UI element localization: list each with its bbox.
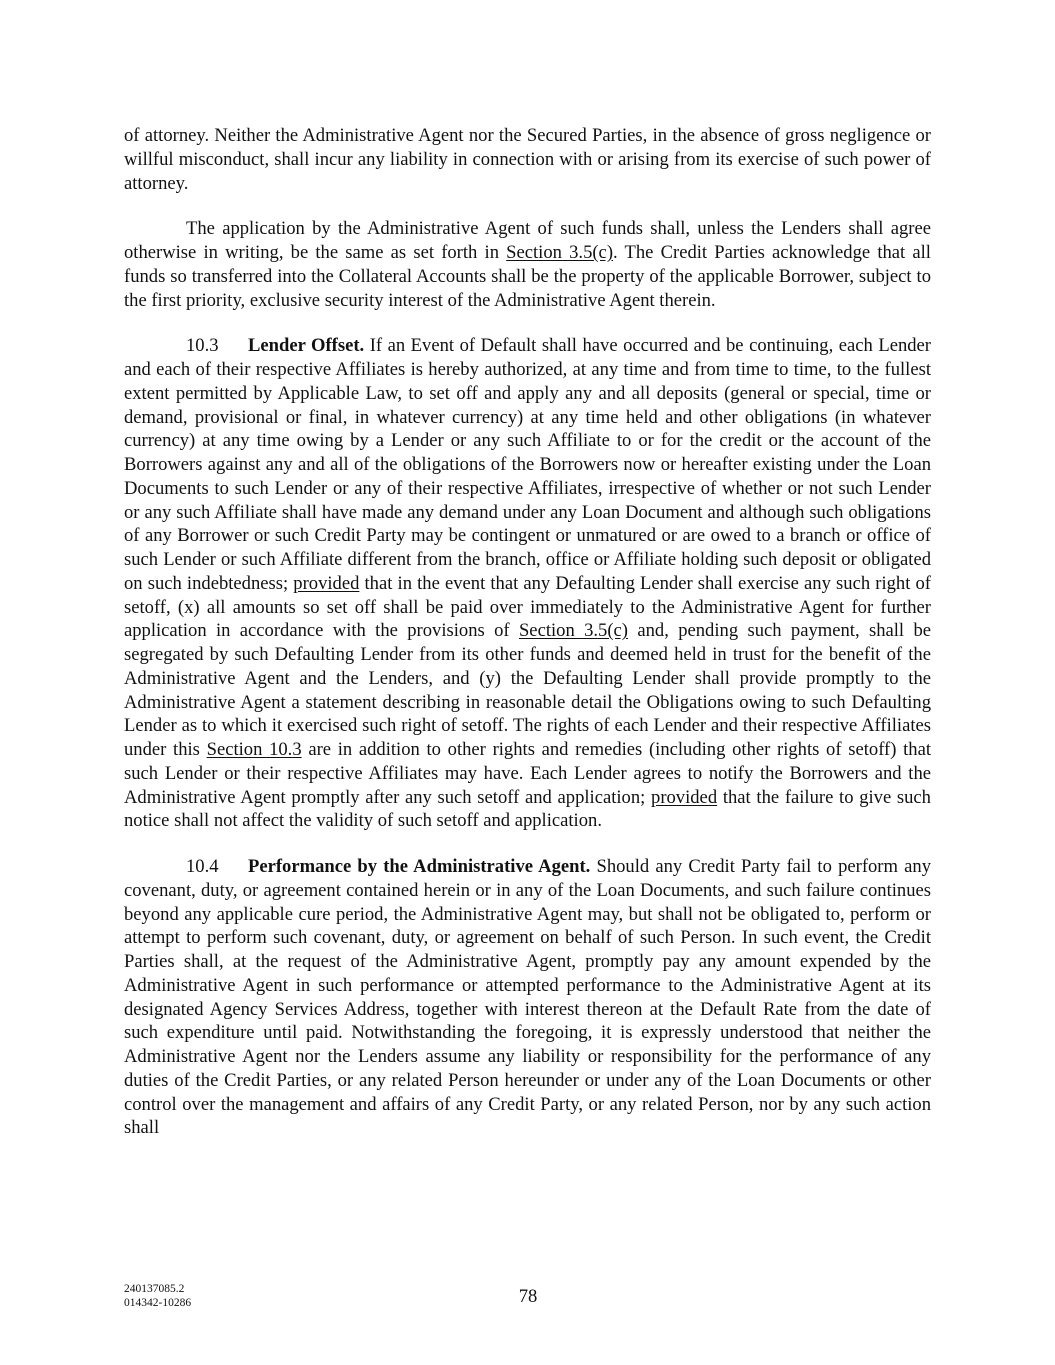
section-number: 10.3 [186,335,219,357]
section-number: 10.4 [186,856,219,877]
section-text-part: and, pending such payment, shall be segregated by such Defaulting Lender from its other funds and deemed held in trust for the benefit of the Administrative Agent and the Lenders, and (y) the Defaulting Lender shall provide promptly to the Administrative Agent a statement describing in reasonable detail the Obligations owing to such Defaulting Lender as to which it exercised such right of setoff. The rights of each Lender and their respective Affiliates under this [124,620,931,760]
document-id-line: 240137085.2 [124,1283,185,1295]
section-heading: Lender Offset. [248,335,365,357]
paragraph-application-of-funds [124,217,931,312]
document-id-line: 014342-10286 [124,1296,192,1309]
document-body [124,124,931,1162]
provided-term: provided [293,572,360,594]
section-text-part: are in addition to other rights and remedies (including other rights of setoff) that such Lender or their respective Affiliates may have. Each Lender agrees to notify the Borrowers and the Administrative Agent promptly after any such setoff and application; [124,739,932,808]
cross-reference-section-10-3: Section 10.3 [206,739,302,760]
paragraph-continuation [124,124,931,195]
section-heading: Performance by the Administrative Agent. [248,856,591,877]
section-text-part: Should any Credit Party fail to perform any covenant, duty, or agreement contained herein or in any of the Loan Documents, and such failure continues beyond any applicable cure period, the Administrative Agent may, but shall not be obligated to, perform or attempt to perform such covenant, duty, or agreement on behalf of such Person. In such event, the Credit Parties shall, at the request of the Administrative Agent, promptly pay any amount expended by the Administrative Agent in such performance or attempted performance to the Administrative Agent at its designated Agency Services Address, together with interest thereon at the Default Rate from the date of such expenditure until paid. Notwithstanding the foregoing, it is expressly understood that neither the Administrative Agent nor the Lenders assume any liability or responsibility for the performance of any duties of the Credit Parties, or any related Person hereunder or under any of the Loan Documents or other control over the management and affairs of any Credit Party, or any related Person, nor by any such action shall [124,856,931,1139]
section-text-part: If an Event of Default shall have occurred and be continuing, each Lender and each of their respective Affiliates is hereby authorized, at any time and from time to time, to the fullest extent permitted by Applicable Law, to set off and apply any and all deposits (general or special, time or demand, provisional or final, in whatever currency) at any time held and other obligations (in whatever currency) at any time owing by a Lender or any such Affiliate to or for the credit or the account of the Borrowers against any and all of the obligations of the Borrowers now or hereafter existing under the Loan Documents to such Lender or any of their respective Affiliates, irrespective of whether or not such Lender or any such Affiliate shall have made any demand under any Loan Document and although such obligations of any Borrower or such Credit Party may be contingent or unmatured or are owed to a branch or office of such Lender or such Affiliate different from the branch, office or Affiliate holding such deposit or obligated on such indebtedness; [124,335,931,594]
section-10-3-lender-offset [124,334,931,833]
page-number: 78 [518,1286,538,1307]
paragraph-text: of attorney. Neither the Administrative Agent nor the Secured Parties, in the absence of gross negligence or willful misconduct, shall incur any liability in connection with or arising from its exercise of such power of attorney. [124,125,931,194]
paragraph-text-part: The application by the Administrative Agent of such funds shall, unless the Lenders shall agree otherwise in writing, be the same as set forth in [124,218,931,263]
provided-term: provided [651,786,718,808]
document-id [124,1283,191,1310]
paragraph-text-part: . The Credit Parties acknowledge that all funds so transferred into the Collateral Accounts shall be the property of the applicable Borrower, subject to the first priority, exclusive security interest of the Administrative Agent therein. [124,242,931,311]
section-text-part: that in the event that any Defaulting Lender shall exercise any such right of setoff, (x) all amounts so set off shall be paid over immediately to the Administrative Agent for further application in accordance with the provisions of [124,572,931,642]
cross-reference-section-3-5c: Section 3.5(c) [506,242,614,263]
section-text-part: that the failure to give such notice shall not affect the validity of such setoff and application. [124,786,931,832]
section-10-4-performance [124,855,931,1140]
cross-reference-section-3-5c: Section 3.5(c) [518,620,628,642]
